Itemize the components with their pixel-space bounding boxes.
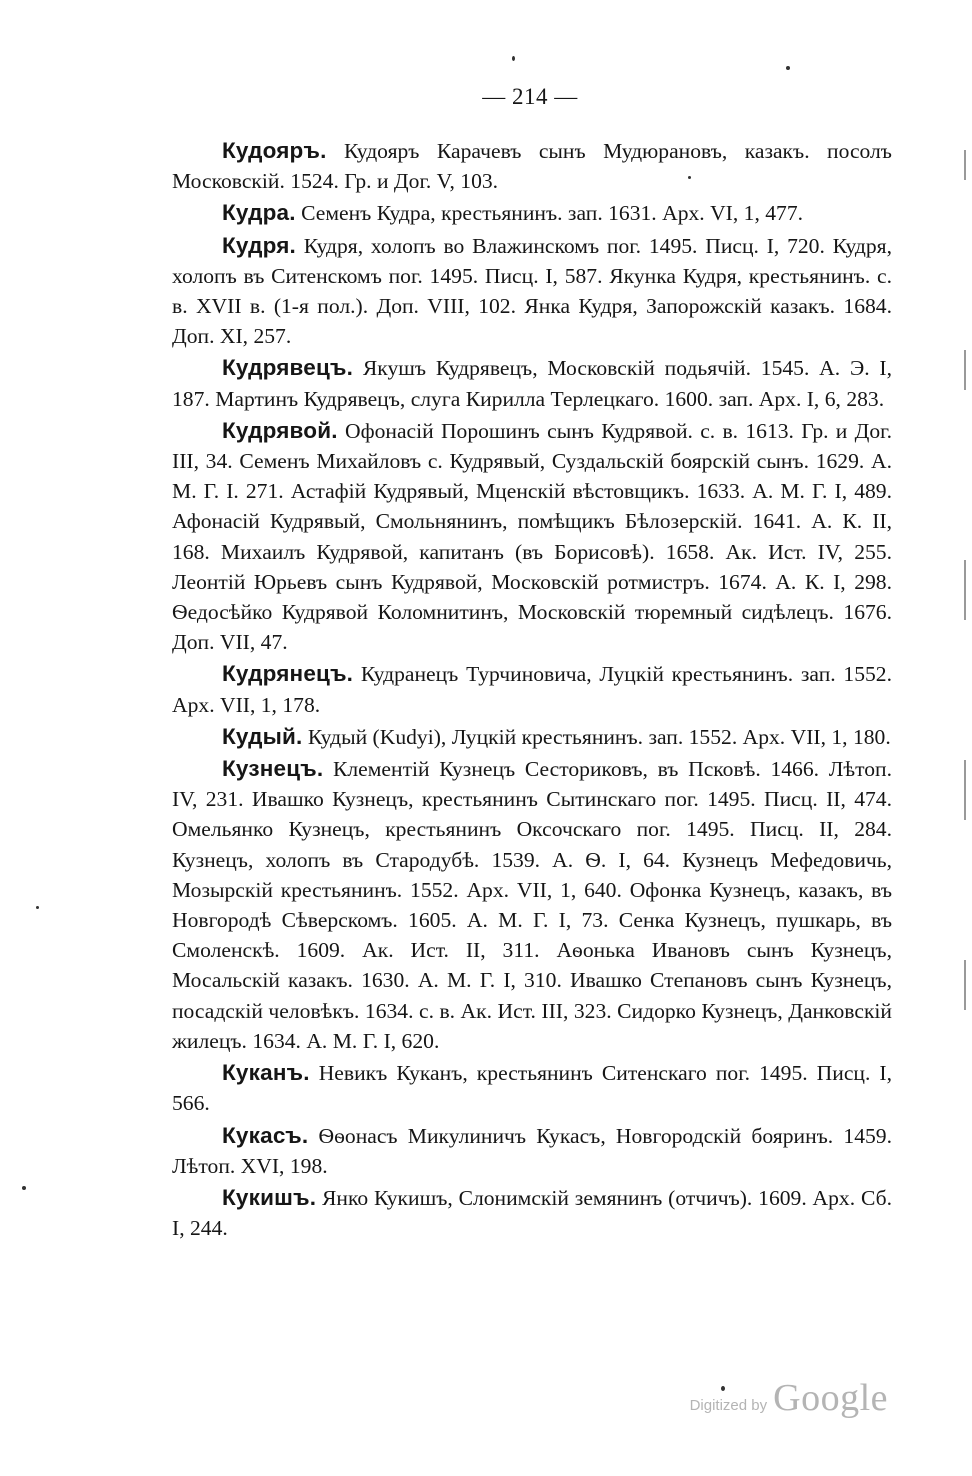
scan-speck [512,56,515,61]
page-edge-shadow [964,150,966,180]
page-edge-shadow [964,350,966,390]
entry-headword: Кудрявецъ. [222,355,354,381]
entry [172,231,892,352]
digitized-watermark [690,1376,888,1420]
entry [172,136,892,196]
scan-speck [22,1186,26,1190]
scan-speck [688,176,691,179]
entry [172,1121,892,1181]
entry-headword: Кузнецъ. [222,756,324,782]
dictionary-entries [172,136,892,1245]
entry-headword: Кудрявой. [222,417,338,443]
scan-speck [786,66,790,70]
entry-headword: Кудояръ. [222,138,327,163]
scan-speck [721,1386,725,1391]
entry-headword: Кудрянецъ. [222,661,354,687]
entry-text: Кудря, холопъ во Влажинскомъ пог. 1495. Писц. I, 720. Кудря, холопъ въ Ситенскомъ пог. 1495. Писц. I, 587. Якунка Кудря, крестьянинъ. с. в. XVII в. (1-я пол.). Доп. VIII, 102. Янка Кудря, Запорожскій казакъ. 1684. Доп. XI, 257. [172,233,892,349]
entry-headword: Кудря. [222,232,296,258]
entry [172,1058,892,1118]
entry-text: Семенъ Кудра, крестьянинъ. зап. 1631. Арх. VI, 1, 477. [301,201,804,226]
entry-text: Невикъ Куканъ, крестьянинъ Ситенскаго пог. 1495. Писц. I, 566. [172,1061,892,1116]
entry-headword: Кукасъ. [222,1122,309,1148]
entry-text: Кудояръ Карачевъ сынъ Мудюрановъ, казакъ. посолъ Московскій. 1524. Гр. и Дог. V, 103. [172,139,892,194]
entry-text: Кудый (Kudyi), Луцкій крестьянинъ. зап. 1552. Арх. VII, 1, 180. [307,724,891,749]
entry [172,416,892,658]
entry [172,659,892,719]
entry-headword: Кудра. [222,200,296,226]
entry [172,754,892,1056]
entry-headword: Кукишъ. [222,1184,317,1210]
entry-headword: Куканъ. [222,1060,310,1086]
google-logo: Google [773,1377,888,1419]
entry-headword: Кудый. [222,723,303,749]
page-edge-shadow [964,760,966,820]
entry [172,1183,892,1243]
entry [172,722,892,752]
entry-text: Клементій Кузнецъ Сесториковъ, въ Псковѣ. 1466. Лѣтоп. IV, 231. Ивашко Кузнецъ, крестьянинъ Сытинскаго пог. 1495. Писц. II, 474. Омельянко Кузнецъ, крестьянинъ Оксочскаго пог. 1495. Писц. II, 284. Кузнецъ, холопъ въ Стародубѣ. 1539. А. Ѳ. I, 64. Кузнецъ Мефедовичь, Мозырскій крестьянинъ. 1552. Арх. VII, 1, 640. Офонка Кузнецъ, казакъ, въ Новгородѣ Сѣверскомъ. 1605. А. М. Г. I, 73. Сенка Кузнецъ, пушкарь, въ Смоленскѣ. 1609. Ак. Ист. II, 311. Аѳонька Ивановъ сынъ Кузнецъ, Мосальскій казакъ. 1630. А. М. Г. I, 310. Ивашко Степановъ сынъ Кузнецъ, посадскій человѣкъ. 1634. с. в. Ак. Ист. III, 323. Сидорко Кузнецъ, Данковскій жилецъ. 1634. А. М. Г. I, 620. [172,757,892,1053]
scan-speck [36,906,39,909]
entry [172,353,892,413]
entry-text: Ѳѳонасъ Микулиничъ Кукасъ, Новгородскій бояринъ. 1459. Лѣтоп. XVI, 198. [172,1123,892,1178]
page-edge-shadow [964,960,966,1010]
watermark-prefix: Digitized by [689,1397,768,1414]
page-number: — 214 — [482,84,578,109]
entry-text: Кудранецъ Турчиновича, Луцкій крестьянинъ. зап. 1552. Арх. VII, 1, 178. [172,662,892,717]
entry-text: Офонасій Порошинъ сынъ Кудрявой. с. в. 1613. Гр. и Дог. III, 34. Семенъ Михайловъ с. Кудрявый, Суздальскій боярскій сынъ. 1629. А. М. Г. I. 271. Астафій Кудрявый, Мценскій вѣстовщикъ. 1633. А. М. Г. I, 489. Афонасій Кудрявый, Смольнянинъ, помѣщикъ Бѣлозерскій. 1641. А. К. II, 168. Михаилъ Кудрявой, капитанъ (въ Борисовѣ). 1658. Ак. Ист. IV, 255. Леонтій Юрьевъ сынъ Кудрявой, Московскій ротмистръ. 1674. А. К. I, 298. Ѳедосѣйко Кудрявой Коломнитинъ, Московскій тюремный сидѣлецъ. 1676. Доп. VII, 47. [172,418,892,655]
entry-text: Якушъ Кудрявецъ, Московскій подьячій. 1545. А. Э. I, 187. Мартинъ Кудрявецъ, слуга Кирилла Терлецкаго. 1600. зап. Арх. I, 6, 283. [172,356,893,411]
entry [172,198,892,228]
page-edge-shadow [964,560,966,620]
entry-text: Янко Кукишъ, Слонимскій земянинъ (отчичъ). 1609. Арх. Сб. I, 244. [172,1185,893,1241]
